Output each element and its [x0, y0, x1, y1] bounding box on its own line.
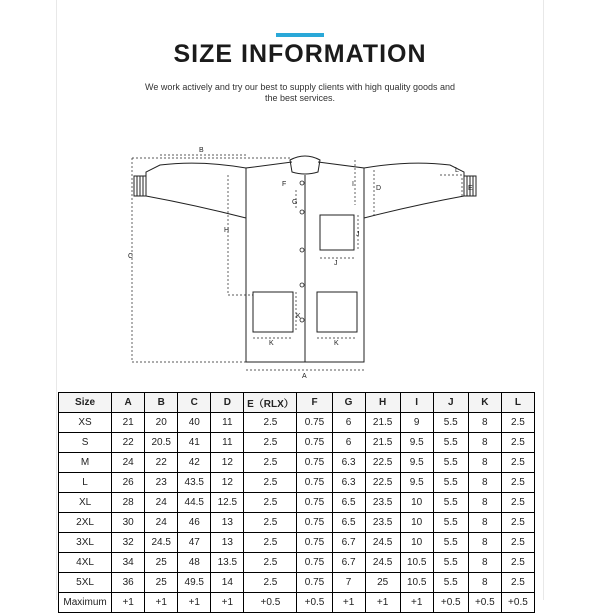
measurement-cell: 10 — [400, 493, 433, 513]
measurement-cell: 7 — [332, 573, 365, 593]
measurement-cell: 25 — [365, 573, 400, 593]
size-label-cell: 4XL — [59, 553, 112, 573]
measurement-cell: 2.5 — [244, 453, 297, 473]
measurement-cell: 34 — [112, 553, 145, 573]
measurement-cell: 9.5 — [400, 473, 433, 493]
size-label-cell: 3XL — [59, 533, 112, 553]
collar-shape — [290, 156, 320, 174]
measurement-cell: 13 — [211, 513, 244, 533]
label-l: L — [455, 167, 459, 174]
measurement-cell: 2.5 — [244, 533, 297, 553]
measurement-cell: 25 — [145, 573, 178, 593]
measurement-cell: 43.5 — [178, 473, 211, 493]
column-header: C — [178, 393, 211, 413]
measurement-cell: 0.75 — [297, 573, 332, 593]
title-accent-bar — [276, 33, 324, 37]
measurement-cell: 46 — [178, 513, 211, 533]
measurement-cell: +1 — [112, 593, 145, 613]
table-row — [59, 573, 535, 593]
measurement-cell: 20.5 — [145, 433, 178, 453]
measurement-cell: 5.5 — [433, 513, 468, 533]
measurement-cell: 5.5 — [433, 573, 468, 593]
label-k-left: K — [269, 340, 274, 347]
measurement-cell: 0.75 — [297, 493, 332, 513]
measurement-cell: 30 — [112, 513, 145, 533]
table-row — [59, 593, 535, 613]
measurement-cell: +1 — [211, 593, 244, 613]
measurement-cell: 0.75 — [297, 453, 332, 473]
column-header: A — [112, 393, 145, 413]
measurement-cell: 6.7 — [332, 553, 365, 573]
column-header: L — [501, 393, 534, 413]
column-header: J — [433, 393, 468, 413]
measurement-cell: 11 — [211, 433, 244, 453]
measurement-cell: 8 — [468, 413, 501, 433]
measurement-cell: 2.5 — [244, 433, 297, 453]
size-label-cell: 2XL — [59, 513, 112, 533]
measurement-cell: 2.5 — [501, 513, 534, 533]
measurement-cell: 8 — [468, 513, 501, 533]
measurement-cell: 12 — [211, 473, 244, 493]
measurement-cell: 5.5 — [433, 553, 468, 573]
measurement-cell: 10.5 — [400, 573, 433, 593]
measurement-cell: 10 — [400, 513, 433, 533]
label-c: C — [128, 253, 134, 260]
measurement-cell: 22 — [145, 453, 178, 473]
measurement-cell: 21.5 — [365, 433, 400, 453]
measurement-cell: 0.75 — [297, 553, 332, 573]
measurement-cell: 14 — [211, 573, 244, 593]
measurement-cell: +1 — [365, 593, 400, 613]
label-b: B — [199, 147, 204, 154]
measurement-cell: 5.5 — [433, 473, 468, 493]
measurement-cell: 36 — [112, 573, 145, 593]
measurement-cell: 12 — [211, 453, 244, 473]
column-header: I — [400, 393, 433, 413]
measurement-cell: 2.5 — [244, 573, 297, 593]
chest-pocket — [320, 215, 354, 250]
measurement-cell: 21 — [112, 413, 145, 433]
measurement-cell: 5.5 — [433, 413, 468, 433]
column-header: E（RLX） — [244, 393, 297, 413]
table-row — [59, 453, 535, 473]
measurement-cell: 48 — [178, 553, 211, 573]
measurement-cell: 24.5 — [365, 553, 400, 573]
left-sleeve — [146, 163, 246, 218]
measurement-cell: 2.5 — [244, 473, 297, 493]
measurement-cell: +0.5 — [433, 593, 468, 613]
measurement-cell: 8 — [468, 453, 501, 473]
column-header: H — [365, 393, 400, 413]
measurement-cell: 8 — [468, 433, 501, 453]
measurement-cell: 8 — [468, 573, 501, 593]
measurement-cell: 9.5 — [400, 433, 433, 453]
size-label-cell: XS — [59, 413, 112, 433]
measurement-cell: 32 — [112, 533, 145, 553]
column-header: Size — [59, 393, 112, 413]
page-title: SIZE INFORMATION — [173, 40, 427, 68]
measurement-cell: 0.75 — [297, 533, 332, 553]
measurement-cell: 6.7 — [332, 533, 365, 553]
measurement-cell: +1 — [400, 593, 433, 613]
measurement-cell: 24 — [145, 513, 178, 533]
label-j: J — [334, 260, 338, 267]
label-f: F — [282, 181, 287, 188]
measurement-cell: +0.5 — [244, 593, 297, 613]
measurement-cell: 6.5 — [332, 493, 365, 513]
measurement-cell: 6.5 — [332, 513, 365, 533]
measurement-cell: 28 — [112, 493, 145, 513]
measurement-cell: 5.5 — [433, 453, 468, 473]
measurement-cell: +1 — [178, 593, 211, 613]
measurement-cell: 22.5 — [365, 473, 400, 493]
measurement-cell: 25 — [145, 553, 178, 573]
measurement-cell: 5.5 — [433, 433, 468, 453]
table-body — [59, 413, 535, 613]
measurement-cell: 26 — [112, 473, 145, 493]
measurement-cell: 0.75 — [297, 473, 332, 493]
measurement-cell: 44.5 — [178, 493, 211, 513]
measurement-cell: 10.5 — [400, 553, 433, 573]
measurement-cell: 22 — [112, 433, 145, 453]
label-d: D — [376, 185, 382, 192]
measurement-cell: 40 — [178, 413, 211, 433]
label-e: E — [468, 185, 473, 192]
column-header: D — [211, 393, 244, 413]
measurement-cell: +0.5 — [297, 593, 332, 613]
measurement-cell: 11 — [211, 413, 244, 433]
measurement-cell: +0.5 — [501, 593, 534, 613]
measurement-cell: 0.75 — [297, 513, 332, 533]
measurement-cell: 22.5 — [365, 453, 400, 473]
size-label-cell: 5XL — [59, 573, 112, 593]
table-row — [59, 533, 535, 553]
measurement-cell: 13.5 — [211, 553, 244, 573]
table-row — [59, 473, 535, 493]
measurement-cell: 42 — [178, 453, 211, 473]
measurement-cell: 2.5 — [501, 433, 534, 453]
table-row — [59, 433, 535, 453]
measurement-cell: 24.5 — [145, 533, 178, 553]
measurement-cell: 2.5 — [501, 473, 534, 493]
measurement-cell: 9.5 — [400, 453, 433, 473]
table-header-row — [59, 393, 535, 413]
measurement-cell: 2.5 — [501, 413, 534, 433]
size-label-cell: M — [59, 453, 112, 473]
measurement-cell: 49.5 — [178, 573, 211, 593]
table-row — [59, 493, 535, 513]
size-label-cell: L — [59, 473, 112, 493]
measurement-cell: +1 — [145, 593, 178, 613]
measurement-cell: 8 — [468, 553, 501, 573]
measurement-cell: 21.5 — [365, 413, 400, 433]
column-header: B — [145, 393, 178, 413]
label-a: A — [302, 373, 307, 380]
column-header: G — [332, 393, 365, 413]
label-g: G — [292, 199, 298, 206]
measurement-cell: 23 — [145, 473, 178, 493]
measurement-cell: 24 — [112, 453, 145, 473]
measurement-cell: 2.5 — [244, 553, 297, 573]
measurement-cell: 47 — [178, 533, 211, 553]
measurement-cell: 6 — [332, 433, 365, 453]
measurement-cell: 6.3 — [332, 473, 365, 493]
measurement-cell: 23.5 — [365, 513, 400, 533]
measurement-cell: 2.5 — [501, 453, 534, 473]
measurement-cell: 6 — [332, 413, 365, 433]
table-row — [59, 413, 535, 433]
measurement-cell: 5.5 — [433, 493, 468, 513]
measurement-cell: 2.5 — [244, 493, 297, 513]
page-subtitle: We work actively and try our best to supply clients with high quality goods and the best services. — [145, 82, 455, 103]
lab-coat-diagram — [0, 140, 600, 380]
table-row — [59, 553, 535, 573]
measurement-cell: 2.5 — [501, 573, 534, 593]
measurement-cell: 41 — [178, 433, 211, 453]
measurement-cell: 24 — [145, 493, 178, 513]
size-table — [58, 392, 535, 613]
measurement-cell: 9 — [400, 413, 433, 433]
size-label-cell: Maximum — [59, 593, 112, 613]
measurement-cell: 23.5 — [365, 493, 400, 513]
measurement-cell: 8 — [468, 493, 501, 513]
measurement-cell: 6.3 — [332, 453, 365, 473]
measurement-cell: 5.5 — [433, 533, 468, 553]
column-header: K — [468, 393, 501, 413]
measurement-cell: +1 — [332, 593, 365, 613]
label-i: I — [352, 181, 354, 188]
measurement-cell: 0.75 — [297, 413, 332, 433]
column-header: F — [297, 393, 332, 413]
measurement-cell: 8 — [468, 533, 501, 553]
label-h: H — [224, 227, 230, 234]
right-lower-pocket — [317, 292, 357, 332]
measurement-cell: 2.5 — [244, 413, 297, 433]
measurement-cell: 0.75 — [297, 433, 332, 453]
measurement-cell: 8 — [468, 473, 501, 493]
measurement-cell: 2.5 — [244, 513, 297, 533]
measurement-cell: 2.5 — [501, 533, 534, 553]
label-k-side: K — [296, 313, 301, 320]
left-lower-pocket — [253, 292, 293, 332]
measurement-cell: 12.5 — [211, 493, 244, 513]
label-j-side: J — [356, 231, 360, 238]
measurement-cell: 24.5 — [365, 533, 400, 553]
measurement-cell: 13 — [211, 533, 244, 553]
measurement-cell: 10 — [400, 533, 433, 553]
measurement-cell: +0.5 — [468, 593, 501, 613]
table-row — [59, 513, 535, 533]
label-k-right: K — [334, 340, 339, 347]
measurement-cell: 20 — [145, 413, 178, 433]
measurement-cell: 2.5 — [501, 493, 534, 513]
measurement-cell: 2.5 — [501, 553, 534, 573]
size-label-cell: XL — [59, 493, 112, 513]
size-label-cell: S — [59, 433, 112, 453]
